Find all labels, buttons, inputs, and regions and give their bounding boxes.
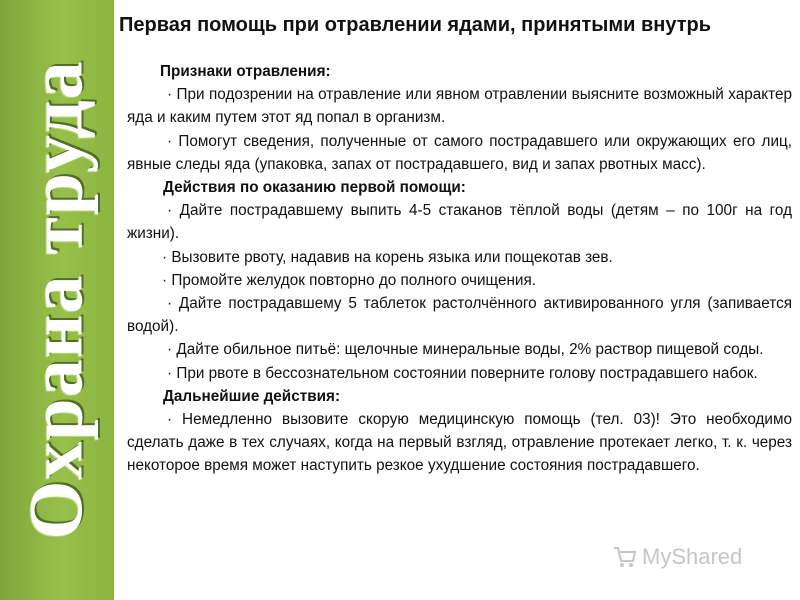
paragraph: · Дайте обильное питьё: щелочные минеральные воды, 2% раствор пищевой соды. <box>167 341 764 359</box>
watermark-text: MyShared <box>642 544 743 569</box>
paragraph: · При рвоте в бессознательном состоянии поверните голову пострадавшего набок. <box>167 364 758 382</box>
cart-icon <box>612 544 638 570</box>
paragraph: · Немедленно вызовите скорую медицинскую помощь (тел. 03)! Это необходимо сделать даже в тех случаях, когда на первый взгляд, отравление протекает легко, т. к. через некоторое время может наступить резкое ухудшение состояния пострадавшего. <box>127 411 792 475</box>
sidebar-title: Охрана труда <box>14 60 99 540</box>
paragraph: · Дайте пострадавшему выпить 4-5 стаканов тёплой воды (детям – по 100г на год жизни). <box>127 202 792 243</box>
paragraph: · Промойте желудок повторно до полного очищения. <box>162 271 536 289</box>
paragraph: · Помогут сведения, полученные от самого пострадавшего или окружающих его лиц, явные следы яда (упаковка, запах от пострадавшего, вид и запах рвотных масс). <box>127 132 792 173</box>
watermark <box>612 544 742 570</box>
sidebar-band <box>0 0 114 600</box>
paragraph: · При подозрении на отравление или явном отравлении выясните возможный характер яда и каким путем этот яд попал в организм. <box>127 86 792 127</box>
section-heading-signs: Признаки отравления: <box>160 63 331 80</box>
section-heading-further: Дальнейшие действия: <box>163 387 341 405</box>
page-title: Первая помощь при отравлении ядами, принятыми внутрь <box>119 14 712 36</box>
section-heading-actions: Действия по оказанию первой помощи: <box>163 179 466 197</box>
content-body <box>127 60 792 478</box>
paragraph: · Вызовите рвоту, надавив на корень языка или пощекотав зев. <box>162 248 613 266</box>
paragraph: · Дайте пострадавшему 5 таблеток растолчённого активированного угля (запивается водой). <box>127 295 792 336</box>
